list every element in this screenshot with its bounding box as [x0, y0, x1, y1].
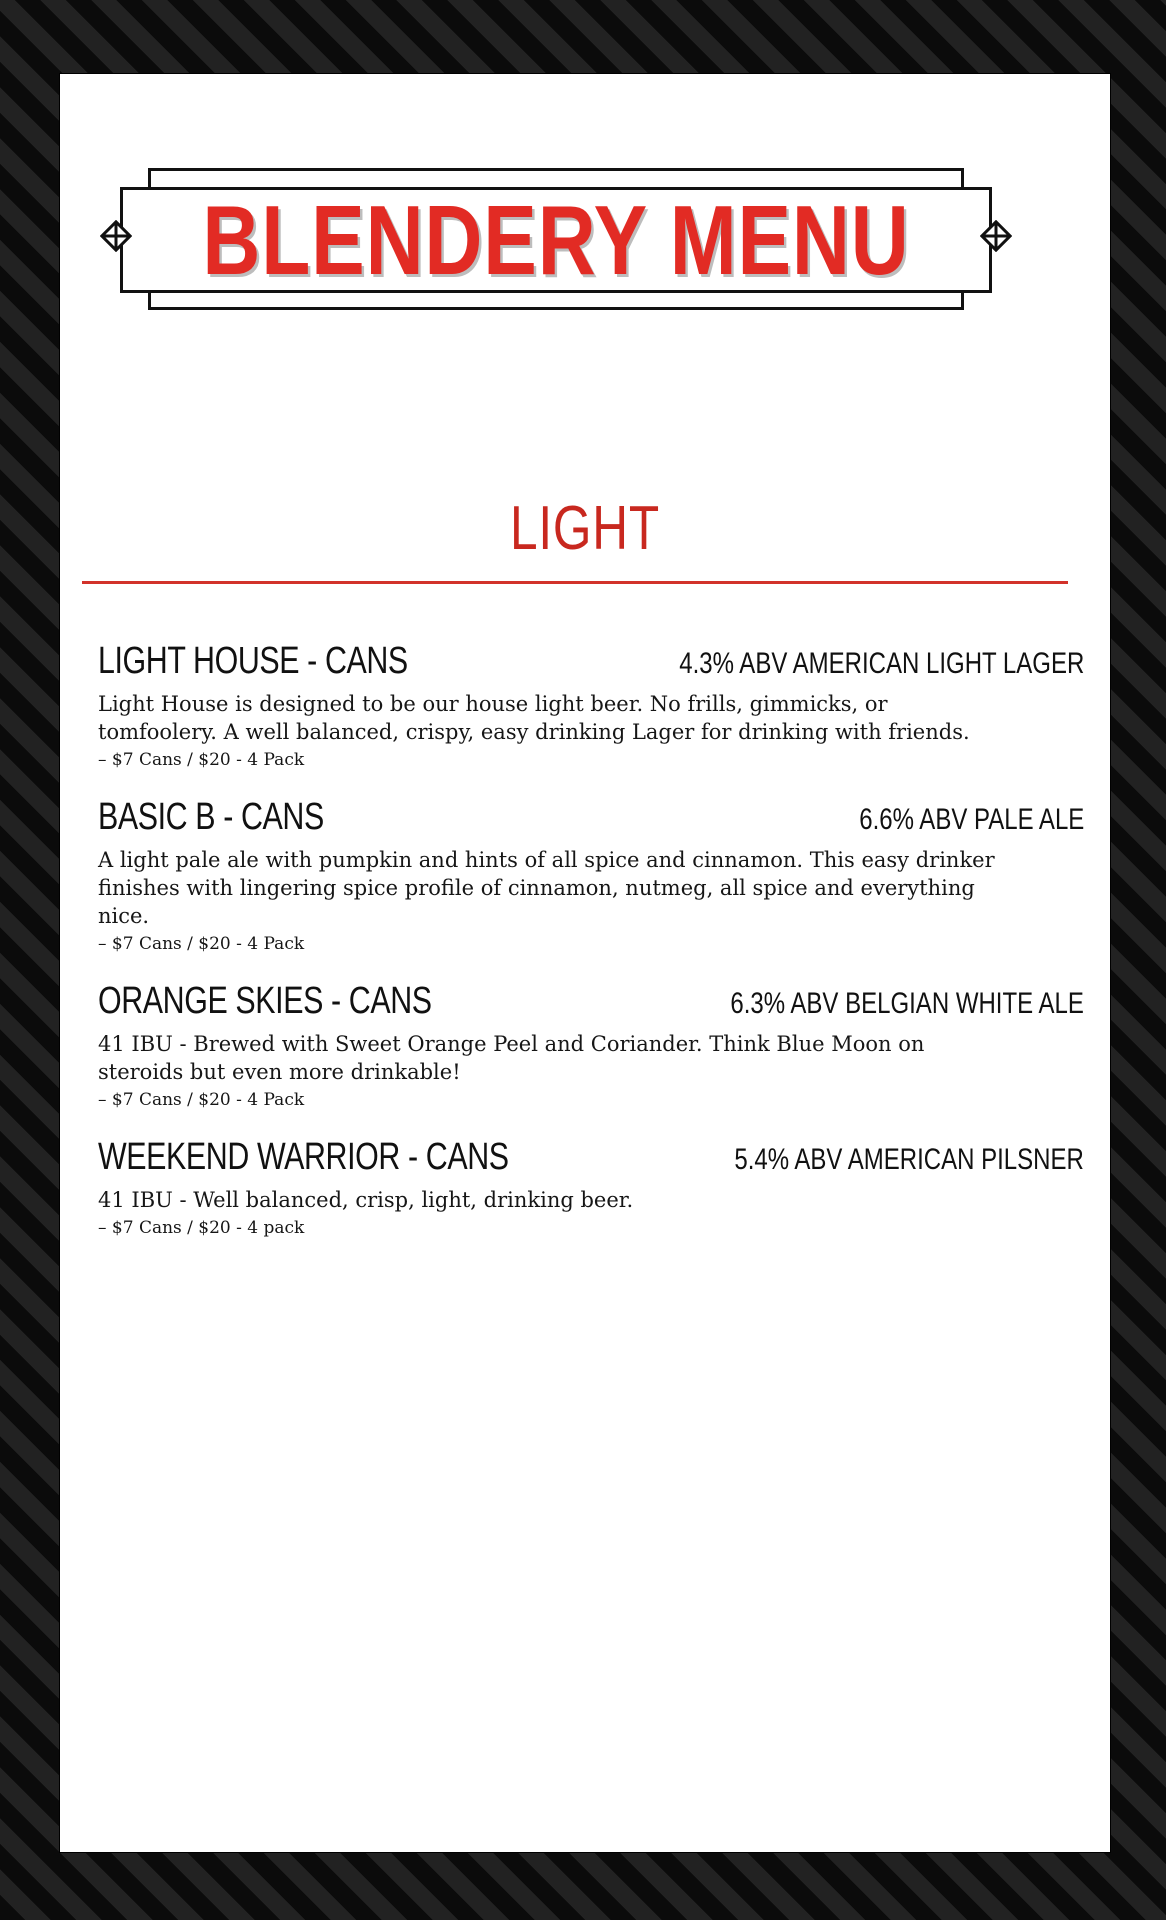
item-style: 5.4% ABV AMERICAN PILSNER: [734, 1143, 1084, 1176]
item-price: – $7 Cans / $20 - 4 pack: [98, 1218, 305, 1238]
menu-item: [98, 1138, 1084, 1240]
item-price: – $7 Cans / $20 - 4 Pack: [98, 750, 305, 770]
item-price: – $7 Cans / $20 - 4 Pack: [98, 1090, 305, 1110]
menu-item-header: [98, 642, 1084, 686]
title-banner: [120, 168, 1060, 312]
menu-item-header: [98, 798, 1084, 842]
item-description: A light pale ale with pumpkin and hints of all spice and cinnamon. This easy drinker finishes with lingering spice profile of cinnamon, nutmeg, all spice and everything nice.: [98, 848, 995, 928]
item-description: Light House is designed to be our house light beer. No frills, gimmicks, or tomfoolery. A well balanced, crispy, easy drinking Lager for drinking with friends.: [98, 692, 970, 744]
item-name: LIGHT HOUSE - CANS: [98, 640, 408, 682]
item-name: ORANGE SKIES - CANS: [98, 980, 432, 1022]
item-style: 4.3% ABV AMERICAN LIGHT LAGER: [678, 647, 1084, 680]
diamond-ornament-icon: [980, 220, 1012, 252]
section-divider: [82, 581, 1068, 584]
item-name: BASIC B - CANS: [98, 796, 324, 838]
item-description: 41 IBU - Brewed with Sweet Orange Peel and Coriander. Think Blue Moon on steroids but even more drinkable!: [98, 1032, 925, 1084]
section-title: LIGHT: [509, 494, 661, 563]
menu-item-header: [98, 982, 1084, 1026]
menu-title: BLENDERY MENU: [202, 185, 910, 295]
menu-item-list: [98, 642, 1084, 1266]
menu-item: [98, 798, 1084, 956]
diamond-ornament-icon: [100, 220, 132, 252]
item-name: WEEKEND WARRIOR - CANS: [98, 1136, 509, 1178]
menu-item: [98, 982, 1084, 1112]
menu-item: [98, 642, 1084, 772]
menu-board: [60, 74, 1110, 1852]
menu-item-header: [98, 1138, 1084, 1182]
item-style: 6.3% ABV BELGIAN WHITE ALE: [730, 987, 1084, 1020]
item-style: 6.6% ABV PALE ALE: [858, 803, 1084, 836]
item-description: 41 IBU - Well balanced, crisp, light, drinking beer.: [98, 1188, 634, 1212]
item-price: – $7 Cans / $20 - 4 Pack: [98, 934, 305, 954]
